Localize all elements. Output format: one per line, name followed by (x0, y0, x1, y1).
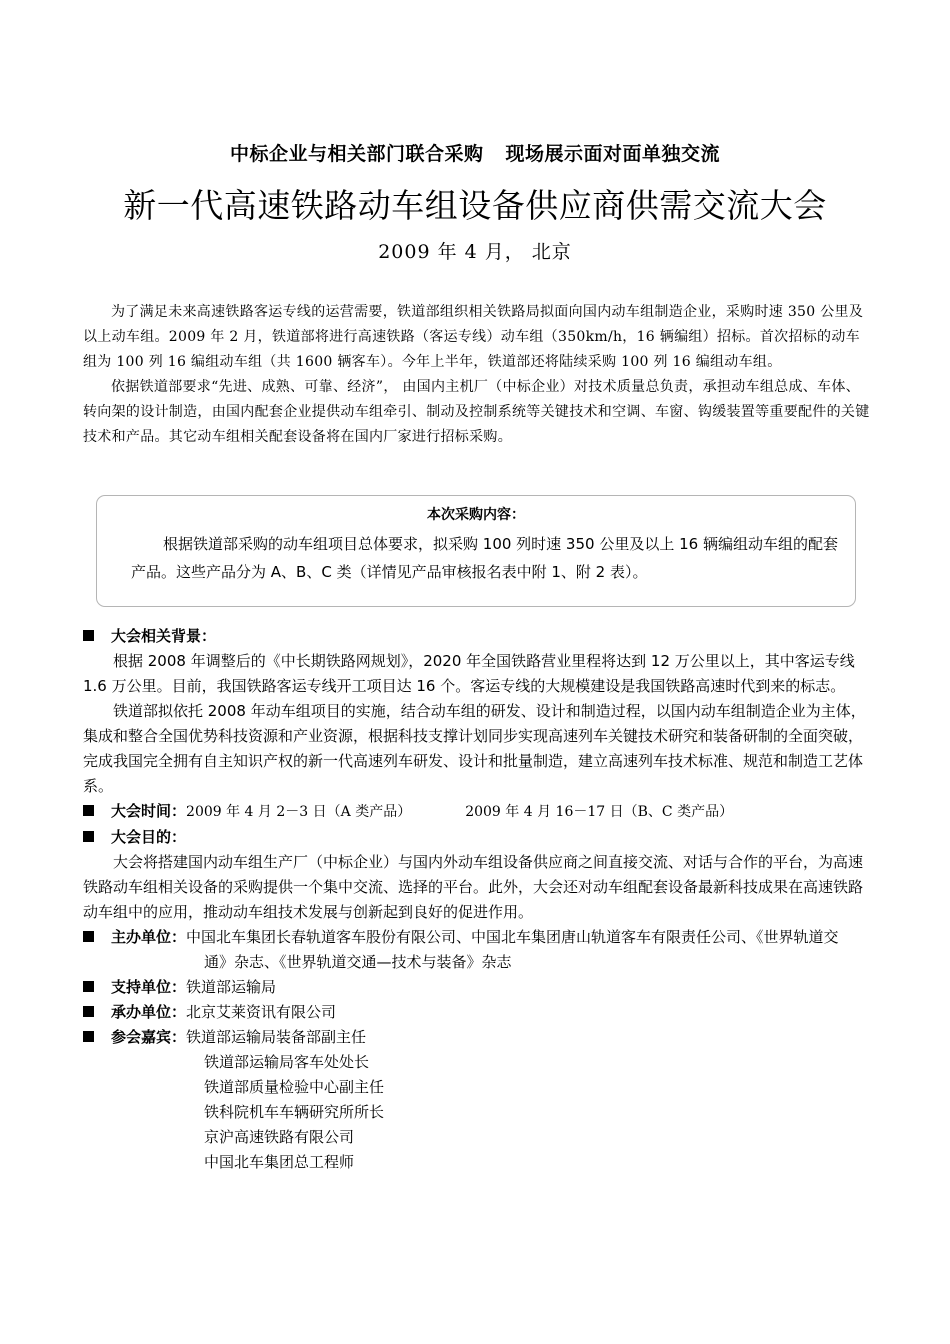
guest-item: 京沪高速铁路有限公司 (204, 1128, 355, 1146)
guest-item: 中国北车集团总工程师 (204, 1153, 355, 1171)
undertaker-value: 北京艾莱资讯有限公司 (186, 1003, 337, 1021)
undertaker-label: 承办单位 (111, 1003, 172, 1021)
event-date: 2009 年 4 月， 北京 (378, 241, 572, 263)
procurement-heading: 本次采购内容： (427, 507, 525, 523)
square-bullet-icon (83, 831, 94, 842)
background-paragraph-2: 铁道部拟依托 2008 年动车组项目的实施，结合动车组的研发、设计和制造过程，以国内动车组制造企业为主体，集成和整合全国优势科技资源和产业资源，根据科技支撑计划同步实现高速列车关键技术研究和装备研制的全面突破，完成我国完全拥有自主知识产权的新一代高速列车研发、设计和批量制造，建立高速列车技术标准、规范和制造工艺体系。 (83, 702, 866, 795)
procurement-box (96, 495, 856, 607)
supporter-row: 支持单位：铁道部运输局 (83, 975, 873, 1000)
square-bullet-icon (83, 630, 94, 641)
purpose-heading: 大会目的： (83, 825, 873, 850)
subtitle-part-a: 中标企业与相关部门联合采购 (229, 143, 484, 165)
undertaker-row: 承办单位：北京艾莱资讯有限公司 (83, 1000, 873, 1025)
square-bullet-icon (83, 1006, 94, 1017)
intro-paragraph-2: 依据铁道部要求“先进、成熟、可靠、经济”， 由国内主机厂（中标企业）对技术质量总负责，承担动车组总成、车体、转向架的设计制造，由国内配套企业提供动车组牵引、制动及控制系统等关键技术和空调、车窗、钩缓装置等重要配件的关键技术和产品。其它动车组相关配套设备将在国内厂家进行招标采购。 (83, 379, 870, 445)
organizer-row: 主办单位：中国北车集团长春轨道客车股份有限公司、中国北车集团唐山轨道客车有限责任公司、《世界轨道交 (83, 925, 873, 950)
time-label: 大会时间 (111, 802, 172, 820)
intro-section (83, 300, 873, 450)
purpose-label: 大会目的 (111, 828, 172, 846)
details-section (83, 624, 873, 1175)
procurement-line-1: 根据铁道部采购的动车组项目总体要求，拟采购 100 列时速 350 公里及以上 16 辆编组动车组的配套 (163, 535, 838, 553)
background-label: 大会相关背景 (111, 627, 202, 645)
purpose-paragraph: 大会将搭建国内动车组生产厂（中标企业）与国内外动车组设备供应商之间直接交流、对话与合作的平台，为高速铁路动车组相关设备的采购提供一个集中交流、选择的平台。此外，大会还对动车组配套设备最新科技成果在高速铁路动车组中的应用，推动动车组技术发展与创新起到良好的促进作用。 (83, 853, 864, 921)
guest-item: 铁科院机车车辆研究所所长 (204, 1103, 385, 1121)
guests-row: 参会嘉宾：铁道部运输局装备部副主任 (83, 1025, 873, 1050)
guest-item: 铁道部运输局装备部副主任 (186, 1028, 367, 1046)
square-bullet-icon (83, 1031, 94, 1042)
square-bullet-icon (83, 981, 94, 992)
procurement-line-2: 产品。这些产品分为 A、B、C 类（详情见产品审核报名表中附 1、附 2 表）。 (131, 563, 648, 581)
guest-item: 铁道部运输局客车处处长 (204, 1053, 370, 1071)
organizer-line-1: 中国北车集团长春轨道客车股份有限公司、中国北车集团唐山轨道客车有限责任公司、《世界轨道交 (186, 928, 839, 946)
time-slot-2: 2009 年 4 月 16－17 日（B、C 类产品） (465, 804, 734, 820)
subtitle-part-b: 现场展示面对面单独交流 (505, 143, 721, 165)
page-subtitle (0, 139, 950, 166)
guests-label: 参会嘉宾 (111, 1028, 172, 1046)
square-bullet-icon (83, 931, 94, 942)
organizer-line-2: 通》杂志、《世界轨道交通—技术与装备》杂志 (204, 953, 512, 971)
supporter-label: 支持单位 (111, 978, 172, 996)
intro-paragraph-1: 为了满足未来高速铁路客运专线的运营需要，铁道部组织相关铁路局拟面向国内动车组制造企业，采购时速 350 公里及以上动车组。2009 年 2 月，铁道部将进行高速铁路（客运专线）动车组（350km/h，16 辆编组）招标。首次招标的动车组为 100 列 16 编组动车组（共 1600 辆客车）。今年上半年，铁道部还将陆续采购 100 列 16 编组动车组。 (83, 304, 864, 370)
supporter-value: 铁道部运输局 (186, 978, 277, 996)
page-title: 新一代高速铁路动车组设备供应商供需交流大会 (123, 186, 827, 225)
organizer-label: 主办单位 (111, 928, 172, 946)
time-slot-1: 2009 年 4 月 2－3 日（A 类产品） (186, 804, 412, 820)
background-heading: 大会相关背景： (83, 624, 873, 649)
square-bullet-icon (83, 805, 94, 816)
background-paragraph-1: 根据 2008 年调整后的《中长期铁路网规划》，2020 年全国铁路营业里程将达到 12 万公里以上，其中客运专线 1.6 万公里。目前，我国铁路客运专线开工项目达 16 个。客运专线的大规模建设是我国铁路高速时代到来的标志。 (83, 652, 855, 695)
guest-item: 铁道部质量检验中心副主任 (204, 1078, 385, 1096)
time-row: 大会时间：2009 年 4 月 2－3 日（A 类产品） 2009 年 4 月 16－17 日（B、C 类产品） (83, 799, 873, 825)
